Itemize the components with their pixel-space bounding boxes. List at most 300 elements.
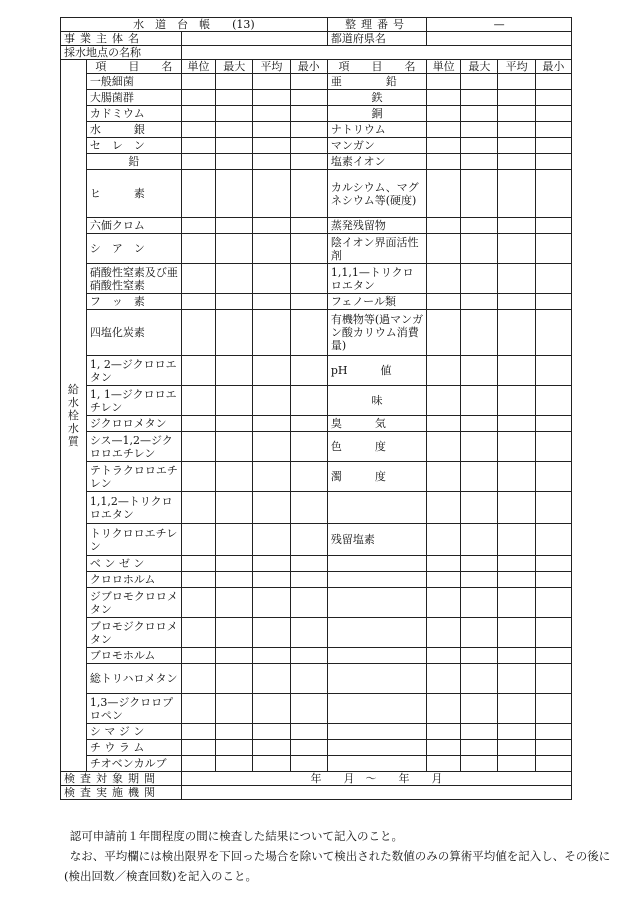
item-name-left: 大腸菌群 [86,90,181,106]
value-unit-left[interactable] [181,588,215,618]
value-max-left[interactable] [216,218,253,234]
item-name-left: 一般細菌 [86,74,181,90]
item-name-right: 銅 [327,106,426,122]
value-min-left[interactable] [290,310,327,356]
value-max-left[interactable] [216,154,253,170]
item-name-right: 臭 気 [327,416,426,432]
value-min-right[interactable] [535,618,571,648]
value-min-left[interactable] [290,106,327,122]
value-unit-left[interactable] [181,218,215,234]
value-unit-left[interactable] [181,90,215,106]
side-label-char: 質 [67,435,79,448]
value-unit-left[interactable] [181,234,215,264]
value-avg-right[interactable] [498,90,535,106]
value-min-right[interactable] [535,264,571,294]
value-min-left[interactable] [290,138,327,154]
value-min-right[interactable] [535,556,571,572]
value-avg-left[interactable] [253,310,290,356]
value-unit-left[interactable] [181,618,215,648]
value-min-left[interactable] [290,740,327,756]
item-name-right-empty[interactable] [327,694,426,724]
value-unit-right[interactable] [427,264,461,294]
value-unit-left[interactable] [181,756,215,772]
value-avg-right[interactable] [498,138,535,154]
value-avg-right[interactable] [498,170,535,218]
value-unit-right[interactable] [427,90,461,106]
value-avg-right[interactable] [498,756,535,772]
item-name-left: 鉛 [86,154,181,170]
value-max-left[interactable] [216,492,253,524]
value-max-right[interactable] [461,648,498,664]
item-name-right: 1,1,1—トリクロロエタン [327,264,426,294]
item-name-right-empty[interactable] [327,618,426,648]
value-avg-left[interactable] [253,90,290,106]
value-max-left[interactable] [216,416,253,432]
pref-label: 都道府県名 [327,32,426,46]
item-name-left: カドミウム [86,106,181,122]
value-unit-left[interactable] [181,138,215,154]
value-avg-right[interactable] [498,310,535,356]
item-name-left: 1, 2—ジクロロエタン [86,356,181,386]
value-avg-left[interactable] [253,122,290,138]
value-unit-right[interactable] [427,386,461,416]
col-avg-left: 平均 [253,60,290,74]
value-max-right[interactable] [461,462,498,492]
value-max-right[interactable] [461,386,498,416]
value-unit-right[interactable] [427,556,461,572]
value-min-left[interactable] [290,556,327,572]
item-name-right: 鉄 [327,90,426,106]
jigyo-label: 事業主体名 [61,32,182,46]
value-min-right[interactable] [535,106,571,122]
value-max-left[interactable] [216,556,253,572]
value-unit-left[interactable] [181,416,215,432]
value-max-left[interactable] [216,618,253,648]
value-max-right[interactable] [461,524,498,556]
value-min-left[interactable] [290,218,327,234]
value-unit-left[interactable] [181,724,215,740]
item-name-right-empty[interactable] [327,492,426,524]
value-unit-right[interactable] [427,234,461,264]
item-name-left: シス—1,2—ジクロロエチレン [86,432,181,462]
col-avg-right: 平均 [498,60,535,74]
item-name-right-empty[interactable] [327,588,426,618]
value-max-right[interactable] [461,740,498,756]
value-max-right[interactable] [461,588,498,618]
value-avg-right[interactable] [498,694,535,724]
value-avg-right[interactable] [498,740,535,756]
value-unit-left[interactable] [181,386,215,416]
item-name-right: 蒸発残留物 [327,218,426,234]
col-max-right: 最大 [461,60,498,74]
value-unit-left[interactable] [181,264,215,294]
value-min-left[interactable] [290,74,327,90]
value-min-left[interactable] [290,618,327,648]
value-unit-right[interactable] [427,492,461,524]
item-name-left: ジクロロメタン [86,416,181,432]
value-avg-left[interactable] [253,588,290,618]
value-min-right[interactable] [535,648,571,664]
item-name-left: 硝酸性窒素及び亜硝酸性窒素 [86,264,181,294]
table-row [61,432,572,462]
value-max-left[interactable] [216,310,253,356]
value-unit-right[interactable] [427,724,461,740]
value-avg-left[interactable] [253,218,290,234]
value-avg-right[interactable] [498,588,535,618]
table-row [61,138,572,154]
value-unit-right[interactable] [427,432,461,462]
value-min-left[interactable] [290,356,327,386]
value-unit-right[interactable] [427,294,461,310]
value-unit-right[interactable] [427,618,461,648]
value-max-left[interactable] [216,648,253,664]
value-unit-right[interactable] [427,740,461,756]
value-avg-right[interactable] [498,462,535,492]
value-max-right[interactable] [461,556,498,572]
value-unit-right[interactable] [427,694,461,724]
value-avg-left[interactable] [253,724,290,740]
value-max-left[interactable] [216,74,253,90]
item-name-left: ジブロモクロロメタン [86,588,181,618]
value-max-right[interactable] [461,492,498,524]
value-unit-right[interactable] [427,648,461,664]
value-min-right[interactable] [535,416,571,432]
value-avg-left[interactable] [253,694,290,724]
item-name-left: 1,3—ジクロロプロペン [86,694,181,724]
value-unit-right[interactable] [427,462,461,492]
table-row [61,154,572,170]
value-min-right[interactable] [535,694,571,724]
value-min-right[interactable] [535,756,571,772]
value-max-right[interactable] [461,234,498,264]
value-max-left[interactable] [216,356,253,386]
value-avg-left[interactable] [253,618,290,648]
value-avg-right[interactable] [498,416,535,432]
value-unit-right[interactable] [427,218,461,234]
value-min-right[interactable] [535,724,571,740]
table-row [61,648,572,664]
value-min-left[interactable] [290,432,327,462]
period-value[interactable]: 年 月 〜 年 月 [181,772,571,786]
seiri-value[interactable]: — [427,18,572,32]
value-unit-left[interactable] [181,572,215,588]
value-min-left[interactable] [290,462,327,492]
table-row [61,310,572,356]
value-max-right[interactable] [461,724,498,740]
item-name-right-empty[interactable] [327,572,426,588]
value-unit-left[interactable] [181,294,215,310]
item-name-left: チ ウ ラ ム [86,740,181,756]
value-min-left[interactable] [290,524,327,556]
value-avg-right[interactable] [498,264,535,294]
value-min-right[interactable] [535,90,571,106]
value-min-right[interactable] [535,74,571,90]
value-avg-left[interactable] [253,664,290,694]
value-avg-right[interactable] [498,724,535,740]
value-max-left[interactable] [216,106,253,122]
value-avg-right[interactable] [498,572,535,588]
value-min-left[interactable] [290,648,327,664]
value-min-right[interactable] [535,572,571,588]
item-name-right: 有機物等(過マンガン酸カリウム消費量) [327,310,426,356]
value-avg-left[interactable] [253,294,290,310]
value-max-left[interactable] [216,264,253,294]
value-unit-right[interactable] [427,106,461,122]
table-row [61,234,572,264]
value-avg-left[interactable] [253,648,290,664]
value-min-left[interactable] [290,588,327,618]
value-max-left[interactable] [216,432,253,462]
col-unit-right: 単位 [427,60,461,74]
value-unit-right[interactable] [427,122,461,138]
value-max-left[interactable] [216,740,253,756]
value-unit-right[interactable] [427,588,461,618]
value-min-left[interactable] [290,492,327,524]
value-min-right[interactable] [535,218,571,234]
item-name-right: マンガン [327,138,426,154]
value-min-right[interactable] [535,492,571,524]
value-avg-right[interactable] [498,386,535,416]
org-value[interactable] [181,786,571,800]
value-max-left[interactable] [216,572,253,588]
value-unit-left[interactable] [181,106,215,122]
value-max-left[interactable] [216,122,253,138]
value-min-right[interactable] [535,294,571,310]
value-avg-left[interactable] [253,572,290,588]
value-max-right[interactable] [461,694,498,724]
item-name-right-empty[interactable] [327,740,426,756]
table-row [61,694,572,724]
value-avg-left[interactable] [253,234,290,264]
value-min-right[interactable] [535,664,571,694]
value-unit-left[interactable] [181,524,215,556]
value-unit-left[interactable] [181,122,215,138]
value-unit-left[interactable] [181,664,215,694]
value-unit-left[interactable] [181,154,215,170]
value-unit-left[interactable] [181,310,215,356]
value-unit-left[interactable] [181,492,215,524]
value-max-right[interactable] [461,138,498,154]
value-max-right[interactable] [461,356,498,386]
value-min-left[interactable] [290,294,327,310]
value-avg-right[interactable] [498,218,535,234]
value-max-left[interactable] [216,294,253,310]
value-max-left[interactable] [216,588,253,618]
saisui-value[interactable] [181,46,571,60]
value-max-right[interactable] [461,572,498,588]
value-max-right[interactable] [461,154,498,170]
value-max-right[interactable] [461,310,498,356]
item-name-right: カルシウム、マグネシウム等(硬度) [327,170,426,218]
value-max-left[interactable] [216,234,253,264]
value-min-left[interactable] [290,170,327,218]
value-min-right[interactable] [535,154,571,170]
value-min-right[interactable] [535,432,571,462]
value-avg-left[interactable] [253,740,290,756]
value-avg-right[interactable] [498,664,535,694]
value-unit-right[interactable] [427,138,461,154]
table-row [61,756,572,772]
value-unit-right[interactable] [427,154,461,170]
value-min-left[interactable] [290,264,327,294]
item-name-right-empty[interactable] [327,664,426,694]
value-max-right[interactable] [461,432,498,462]
table-row [61,462,572,492]
item-name-left: シ マ ジ ン [86,724,181,740]
value-avg-right[interactable] [498,356,535,386]
table-row [61,356,572,386]
value-max-right[interactable] [461,74,498,90]
table-row [61,416,572,432]
value-min-right[interactable] [535,310,571,356]
value-min-right[interactable] [535,234,571,264]
side-label-char: 水 [67,396,79,409]
value-min-right[interactable] [535,122,571,138]
table-row [61,122,572,138]
value-min-left[interactable] [290,90,327,106]
value-max-left[interactable] [216,664,253,694]
col-item-right: 項 目 名 [327,60,426,74]
value-avg-left[interactable] [253,556,290,572]
value-max-right[interactable] [461,294,498,310]
value-min-right[interactable] [535,524,571,556]
value-avg-left[interactable] [253,106,290,122]
value-max-right[interactable] [461,90,498,106]
pref-value[interactable] [427,32,572,46]
table-row [61,556,572,572]
value-avg-left[interactable] [253,462,290,492]
value-avg-right[interactable] [498,524,535,556]
value-avg-right[interactable] [498,432,535,462]
value-max-left[interactable] [216,170,253,218]
value-avg-right[interactable] [498,618,535,648]
jigyo-value[interactable] [181,32,327,46]
value-avg-left[interactable] [253,264,290,294]
value-unit-left[interactable] [181,740,215,756]
value-unit-right[interactable] [427,756,461,772]
value-max-right[interactable] [461,618,498,648]
value-unit-right[interactable] [427,416,461,432]
value-max-left[interactable] [216,462,253,492]
value-avg-right[interactable] [498,154,535,170]
value-unit-right[interactable] [427,572,461,588]
value-min-left[interactable] [290,724,327,740]
value-max-left[interactable] [216,138,253,154]
table-row [61,572,572,588]
value-unit-right[interactable] [427,356,461,386]
value-min-left[interactable] [290,386,327,416]
value-unit-left[interactable] [181,462,215,492]
item-name-right-empty[interactable] [327,756,426,772]
value-avg-left[interactable] [253,386,290,416]
value-avg-right[interactable] [498,74,535,90]
value-max-right[interactable] [461,218,498,234]
value-max-right[interactable] [461,106,498,122]
value-avg-left[interactable] [253,524,290,556]
value-avg-left[interactable] [253,756,290,772]
value-unit-right[interactable] [427,170,461,218]
value-unit-left[interactable] [181,356,215,386]
item-name-left: セ レ ン [86,138,181,154]
item-name-right: 色 度 [327,432,426,462]
value-min-left[interactable] [290,572,327,588]
value-avg-left[interactable] [253,416,290,432]
value-min-right[interactable] [535,170,571,218]
value-min-left[interactable] [290,756,327,772]
table-row [61,618,572,648]
value-min-left[interactable] [290,664,327,694]
value-unit-right[interactable] [427,310,461,356]
value-avg-right[interactable] [498,294,535,310]
side-label-cell [61,60,87,772]
item-name-right: pH 値 [327,356,426,386]
value-min-right[interactable] [535,462,571,492]
value-avg-left[interactable] [253,138,290,154]
value-avg-right[interactable] [498,648,535,664]
value-unit-right[interactable] [427,524,461,556]
value-max-right[interactable] [461,264,498,294]
value-max-left[interactable] [216,524,253,556]
value-avg-left[interactable] [253,356,290,386]
value-max-left[interactable] [216,724,253,740]
value-unit-left[interactable] [181,170,215,218]
value-min-left[interactable] [290,416,327,432]
value-avg-left[interactable] [253,492,290,524]
value-max-left[interactable] [216,694,253,724]
item-name-left: ベ ン ゼ ン [86,556,181,572]
value-avg-right[interactable] [498,556,535,572]
value-avg-left[interactable] [253,74,290,90]
value-min-left[interactable] [290,122,327,138]
value-unit-left[interactable] [181,648,215,664]
value-max-right[interactable] [461,756,498,772]
item-name-right-empty[interactable] [327,724,426,740]
item-name-right-empty[interactable] [327,648,426,664]
value-min-right[interactable] [535,740,571,756]
value-max-right[interactable] [461,170,498,218]
value-min-right[interactable] [535,138,571,154]
value-unit-left[interactable] [181,556,215,572]
value-max-left[interactable] [216,756,253,772]
value-unit-right[interactable] [427,74,461,90]
value-avg-right[interactable] [498,234,535,264]
value-max-left[interactable] [216,386,253,416]
value-min-right[interactable] [535,356,571,386]
value-min-right[interactable] [535,588,571,618]
value-unit-left[interactable] [181,74,215,90]
value-avg-right[interactable] [498,106,535,122]
value-max-right[interactable] [461,122,498,138]
value-unit-left[interactable] [181,694,215,724]
value-max-right[interactable] [461,416,498,432]
value-min-right[interactable] [535,386,571,416]
item-name-right: 亜 鉛 [327,74,426,90]
value-min-left[interactable] [290,694,327,724]
item-name-right-empty[interactable] [327,556,426,572]
value-avg-right[interactable] [498,122,535,138]
value-max-left[interactable] [216,90,253,106]
value-avg-left[interactable] [253,154,290,170]
value-min-left[interactable] [290,154,327,170]
value-avg-left[interactable] [253,170,290,218]
value-avg-right[interactable] [498,492,535,524]
value-avg-left[interactable] [253,432,290,462]
value-unit-right[interactable] [427,664,461,694]
value-max-right[interactable] [461,664,498,694]
value-min-left[interactable] [290,234,327,264]
value-unit-left[interactable] [181,432,215,462]
item-name-left: シ ア ン [86,234,181,264]
